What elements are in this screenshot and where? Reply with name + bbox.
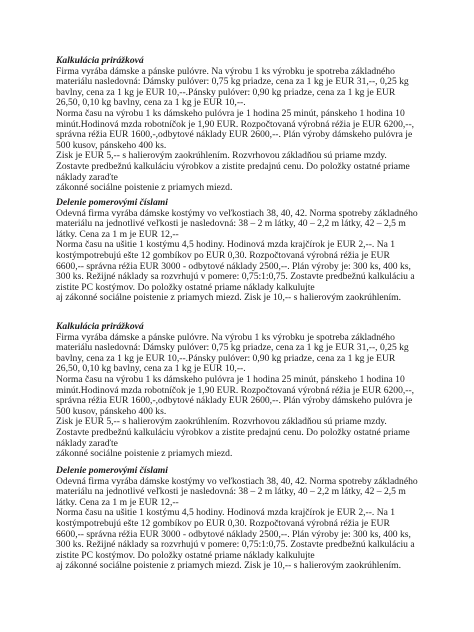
- paragraph-line: Norma času na výrobu 1 ks dámskeho pulóvra je 1 hodina 25 minút, pánskeho 1 hodina 10: [56, 374, 405, 385]
- section-heading: Kalkulácia prirážková: [56, 55, 144, 66]
- paragraph-line: 6600,-- správna réžia EUR 3000 - odbytové náklady 2500,--. Plán výroby je: 300 ks, 400 ks,: [56, 260, 411, 272]
- paragraph-line: zákonné sociálne poistenie z priamych miezd.: [56, 448, 233, 460]
- paragraph-line: bavlny, cena za 1 kg je EUR 10,--.Pánsky pulóver: 0,90 kg priadze, cena za 1 kg je EUR: [56, 352, 396, 364]
- paragraph-line: minút.Hodinová mzda robotníčok je 1,90 EUR. Rozpočtovaná výrobná réžia je EUR 6200,--,: [56, 118, 415, 130]
- paragraph-line: Firma vyrába dámske a pánske pulóvre. Na výrobu 1 ks výrobku je spotreba základného: [56, 331, 395, 343]
- paragraph-line: materiálu nasledovná: Dámsky pulóver: 0,75 kg priadze, cena za 1 kg je EUR 31,--, 0,25 kg: [56, 76, 409, 88]
- paragraph-line: správna réžia EUR 1600,-,odbytové náklady EUR 2600,--. Plán výroby dámskeho pulóvra je: [56, 129, 413, 141]
- section-heading: Delenie pomerovými číslami: [56, 465, 168, 476]
- paragraph-line: 6600,-- správna réžia EUR 3000 - odbytové náklady 2500,--. Plán výroby je: 300 ks, 400 ks,: [56, 528, 411, 540]
- paragraph-line: 300 ks. Režijné náklady sa rozvrhujú v pomere: 0,75:1:0,75. Zostavte predbežnú kalkuláciu a: [56, 271, 415, 283]
- paragraph-line: zákonné sociálne poistenie z priamych miezd.: [56, 182, 233, 194]
- paragraph-line: náklady zaraďte: [56, 171, 118, 183]
- paragraph-line: Odevná firma vyrába dámske kostýmy vo veľkostiach 38, 40, 42. Norma spotreby základného: [56, 207, 418, 219]
- paragraph-line: Norma času na ušitie 1 kostýmu 4,5 hodiny. Hodinová mzda krajčírok je EUR 2,--. Na 1: [56, 507, 396, 519]
- paragraph-line: aj zákonné sociálne poistenie z priamych miezd. Zisk je 10,-- s halierovým zaokrúhlením.: [56, 560, 401, 572]
- paragraph-line: minút.Hodinová mzda robotníčok je 1,90 EUR. Rozpočtovaná výrobná réžia je EUR 6200,--,: [56, 384, 415, 396]
- paragraph-line: Zostavte predbežnú kalkuláciu výrobkov a zistite predajnú cenu. Do položky ostatné priame: [56, 161, 410, 172]
- paragraph-line: bavlny, cena za 1 kg je EUR 10,--.Pánsky pulóver: 0,90 kg priadze, cena za 1 kg je EUR: [56, 86, 396, 98]
- paragraph-line: 26,50, 0,10 kg bavlny, cena za 1 kg je EUR 10,--.: [56, 363, 246, 375]
- paragraph-line: 300 ks. Režijné náklady sa rozvrhujú v pomere: 0,75:1:0,75. Zostavte predbežnú kalkuláciu a: [56, 539, 415, 551]
- section-heading: Delenie pomerovými číslami: [56, 197, 168, 208]
- paragraph-line: Norma času na výrobu 1 ks dámskeho pulóvra je 1 hodina 25 minút, pánskeho 1 hodina 10: [56, 108, 405, 119]
- paragraph-line: správna réžia EUR 1600,-,odbytové náklady EUR 2600,--. Plán výroby dámskeho pulóvra je: [56, 395, 413, 407]
- section-heading: Kalkulácia prirážková: [56, 321, 144, 332]
- paragraph-line: Zisk je EUR 5,-- s halierovým zaokrúhlením. Rozvrhovou základňou sú priame mzdy.: [56, 416, 387, 428]
- paragraph-line: zistite PC kostýmov. Do položky ostatné priame náklady kalkulujte: [56, 549, 315, 561]
- paragraph-line: Zisk je EUR 5,-- s halierovým zaokrúhlením. Rozvrhovou základňou sú priame mzdy.: [56, 150, 387, 162]
- paragraph-line: Firma vyrába dámske a pánske pulóvre. Na výrobu 1 ks výrobku je spotreba základného: [56, 65, 395, 77]
- paragraph-line: kostýmpotrebujú ešte 12 gombíkov po EUR 0,30. Rozpočtovaná výrobná réžia je EUR: [56, 250, 390, 261]
- paragraph-line: materiálu nasledovná: Dámsky pulóver: 0,75 kg priadze, cena za 1 kg je EUR 31,--, 0,25 kg: [56, 342, 409, 354]
- paragraph-line: náklady zaraďte: [56, 437, 118, 449]
- paragraph-line: látky. Cena za 1 m je EUR 12,--: [56, 228, 179, 240]
- paragraph-line: 500 kusov, pánskeho 400 ks.: [56, 405, 167, 417]
- paragraph-line: Odevná firma vyrába dámske kostýmy vo veľkostiach 38, 40, 42. Norma spotreby základného: [56, 475, 418, 487]
- paragraph-line: materiálu na jednotlivé veľkosti je nasledovná: 38 – 2 m látky, 40 – 2,2 m látky, 42 – 2,5 m: [56, 218, 406, 230]
- paragraph-line: kostýmpotrebujú ešte 12 gombíkov po EUR 0,30. Rozpočtovaná výrobná réžia je EUR: [56, 518, 390, 529]
- paragraph-line: Norma času na ušitie 1 kostýmu 4,5 hodiny. Hodinová mzda krajčírok je EUR 2,--. Na 1: [56, 239, 396, 251]
- paragraph-line: Zostavte predbežnú kalkuláciu výrobkov a zistite predajnú cenu. Do položky ostatné priame: [56, 427, 410, 438]
- paragraph-line: aj zákonné sociálne poistenie z priamych miezd. Zisk je 10,-- s halierovým zaokrúhlením.: [56, 292, 401, 304]
- paragraph-line: 500 kusov, pánskeho 400 ks.: [56, 139, 167, 151]
- paragraph-line: zistite PC kostýmov. Do položky ostatné priame náklady kalkulujte: [56, 281, 315, 293]
- paragraph-line: látky. Cena za 1 m je EUR 12,--: [56, 496, 179, 508]
- paragraph-line: 26,50, 0,10 kg bavlny, cena za 1 kg je EUR 10,--.: [56, 97, 246, 109]
- paragraph-line: materiálu na jednotlivé veľkosti je nasledovná: 38 – 2 m látky, 40 – 2,2 m látky, 42 – 2,5 m: [56, 486, 406, 498]
